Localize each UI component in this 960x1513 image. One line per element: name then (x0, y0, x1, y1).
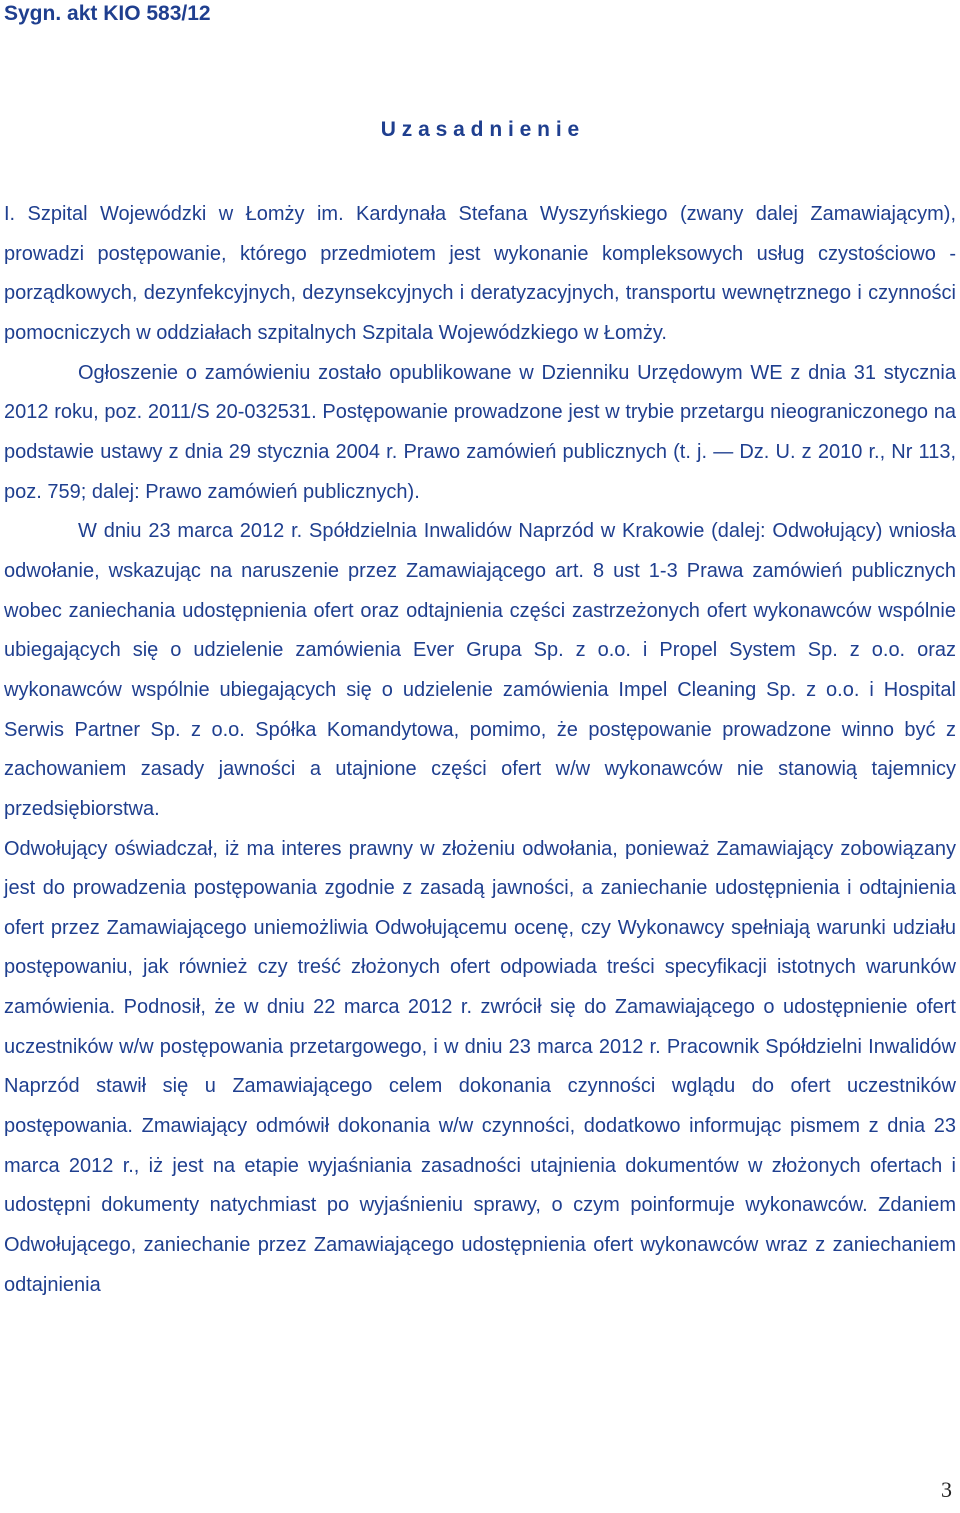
section-heading: U z a s a d n i e n i e (380, 118, 580, 141)
page-number: 3 (941, 1477, 952, 1502)
paragraph-appeal: W dniu 23 marca 2012 r. Spółdzielnia Inwalidów Naprzód w Krakowie (dalej: Odwołujący) wniosła odwołanie, wskazując na naruszenie przez Zamawiającego art. 8 ust 1-3 Prawa zamówień publicznych wobec zaniechania udostępnienia ofert oraz odtajnienia części zastrzeżonych ofert wykonawców wspólnie ubiegających się o udzielenie zamówienia Ever Grupa Sp. z o.o. i Propel System Sp. z o.o. oraz wykonawców wspólnie ubiegających się o udzielenie zamówienia Impel Cleaning Sp. z o.o. i Hospital Serwis Partner Sp. z o.o. Spółka Komandytowa, pomimo, że postępowanie prowadzone winno być z zachowaniem zasady jawności a utajnione części ofert w/w wykonawców nie stanowią tajemnicy przedsiębiorstwa. (4, 520, 956, 820)
paragraph-interest: Odwołujący oświadczał, iż ma interes prawny w złożeniu odwołania, ponieważ Zamawiający zobowiązany jest do prowadzenia postępowania zgodnie z zasadą jawności, a zaniechanie udostępnienia i odtajnienia ofert przez Zamawiającego uniemożliwia Odwołującemu ocenę, czy Wykonawcy spełniają warunki udziału postępowaniu, jak również czy treść złożonych ofert odpowiada treści specyfikacji istotnych warunków zamówienia. Podnosił, że w dniu 22 marca 2012 r. zwrócił się do Zamawiającego o udostępnienie ofert uczestników w/w postępowania przetargowego, i w dniu 23 marca 2012 r. Pracownik Spółdzielni Inwalidów Naprzód stawił się u Zamawiającego celem dokonania czynności wglądu do ofert uczestników postępowania. Zmawiający odmówił dokonania w/w czynności, dodatkowo informując pismem z dnia 23 marca 2012 r., iż jest na etapie wyjaśniania zasadności utajnienia dokumentów w złożonych ofertach i udostępni dokumenty natychmiast po wyjaśnieniu sprawy, o czym poinformuje wykonawców. Zdaniem Odwołującego, zaniechanie przez Zamawiającego udostępnienia ofert wykonawców wraz z zaniechaniem odtajnienia (4, 837, 956, 1296)
case-reference: Sygn. akt KIO 583/12 (4, 2, 211, 25)
paragraph-intro: I. Szpital Wojewódzki w Łomży im. Kardynała Stefana Wyszyńskiego (zwany dalej Zamawiającym), prowadzi postępowanie, którego przedmiotem jest wykonanie kompleksowych usług czystościowo - porządkowych, dezynfekcyjnych, dezynsekcyjnych i deratyzacyjnych, transportu wewnętrznego i czynności pomocniczych w oddziałach szpitalnych Szpitala Wojewódzkiego w Łomży. (4, 203, 956, 344)
paragraph-announcement: Ogłoszenie o zamówieniu zostało opublikowane w Dzienniku Urzędowym WE z dnia 31 stycznia 2012 roku, poz. 2011/S 20-032531. Postępowanie prowadzone jest w trybie przetargu nieograniczonego na podstawie ustawy z dnia 29 stycznia 2004 r. Prawo zamówień publicznych (t. j. — Dz. U. z 2010 r., Nr 113, poz. 759; dalej: Prawo zamówień publicznych). (4, 361, 956, 503)
document-body (4, 195, 956, 1305)
